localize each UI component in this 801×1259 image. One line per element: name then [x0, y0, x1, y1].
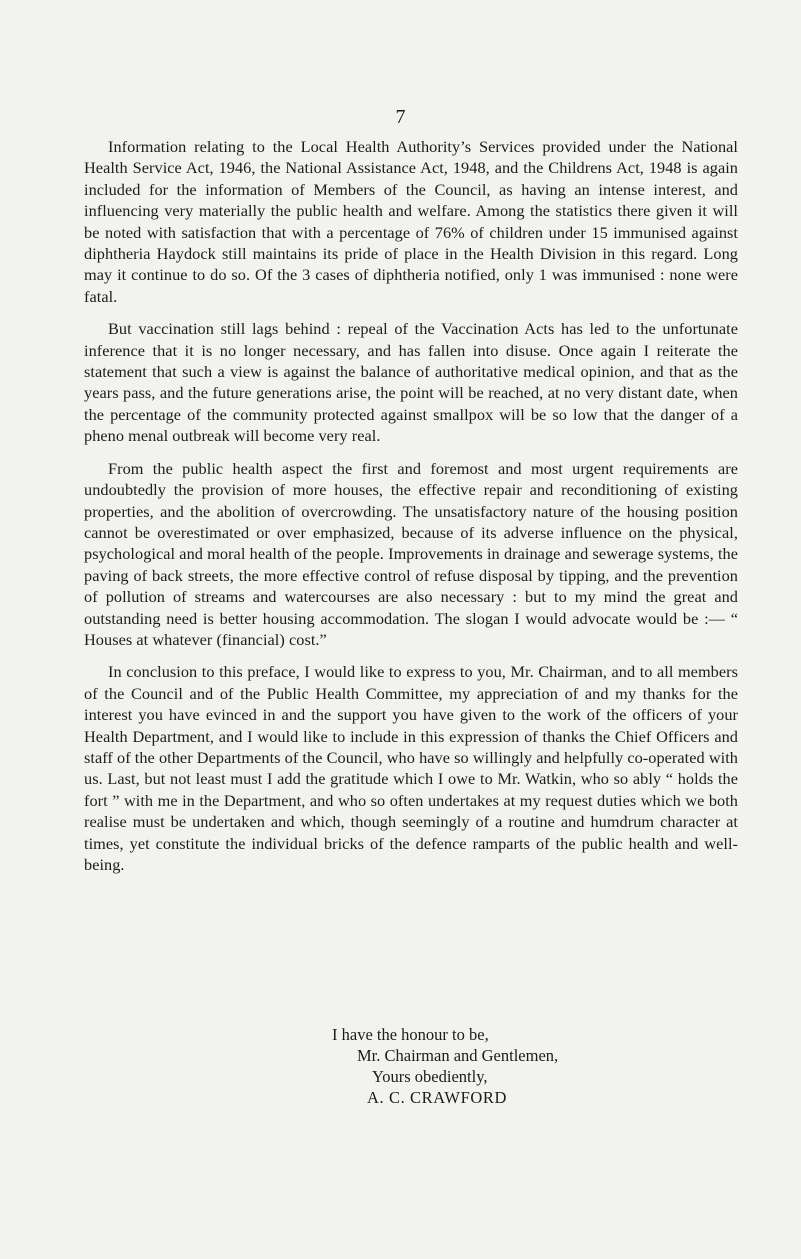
closing-honour-line: I have the honour to be,: [332, 1025, 489, 1044]
closing-salutation-line: Mr. Chairman and Gentlemen,: [357, 1046, 559, 1065]
letter-closing: [332, 1024, 772, 1108]
closing-yours-line: Yours obediently,: [372, 1067, 488, 1086]
letter-body: [84, 136, 738, 886]
paragraph-local-health-services: Information relating to the Local Health Authority’s Services provided under the National Health Service Act, 1946, the National Assistance Act, 1948, and the Childrens Act, 1948 is again included for the information of Members of the Council, as having an intense interest, and influencing very materially the public health and welfare. Among the statistics there given it will be noted with satisfaction that with a percentage of 76% of children under 15 immunised against diphtheria Haydock still maintains its pride of place in the Health Division in this regard. Long may it continue to do so. Of the 3 cases of diphtheria notified, only 1 was immunised : none were fatal.: [84, 137, 738, 306]
paragraph-vaccination: But vaccination still lags behind : repeal of the Vaccination Acts has led to the unfortunate inference that it is no longer necessary, and has fallen into disuse. Once again I reiterate the statement that such a view is against the balance of authoritative medical opinion, and that as the years pass, and the future generations arise, the point will be reached, at no very distant date, when the percentage of the community protected against smallpox will be so low that the danger of a pheno menal outbreak will become very real.: [84, 319, 738, 446]
signature-name: A. C. CRAWFORD: [367, 1088, 508, 1107]
paragraph-conclusion: In conclusion to this preface, I would like to express to you, Mr. Chairman, and to all members of the Council and of the Public Health Committee, my appreciation of and my thanks for the interest you have evinced in and the support you have given to the work of the officers of your Health Department, and I would like to include in this expression of thanks the Chief Officers and staff of the other Departments of the Council, who have so willingly and helpfully co-operated with us. Last, but not least must I add the gratitude which I owe to Mr. Watkin, who so ably “ holds the fort ” with me in the Department, and who so often undertakes at my request duties which we both realise must be undertaken and which, though seemingly of a routine and humdrum character at times, yet constitute the individual bricks of the defence ramparts of the public health and well-being.: [84, 662, 738, 874]
page-number: 7: [395, 106, 406, 128]
paragraph-housing: From the public health aspect the first and foremost and most urgent requirements are undoubtedly the provision of more houses, the effective repair and reconditioning of existing properties, and the abolition of overcrowding. The unsatisfactory nature of the housing position cannot be overestimated or over emphasized, because of its adverse influence on the physical, psychological and moral health of the people. Improvements in drainage and sewerage systems, the paving of back streets, the more effective control of refuse disposal by tipping, and the prevention of pollution of streams and watercourses are also necessary : but to my mind the great and outstanding need is better housing accommodation. The slogan I would advocate would be :— “ Houses at whatever (financial) cost.”: [84, 458, 738, 649]
